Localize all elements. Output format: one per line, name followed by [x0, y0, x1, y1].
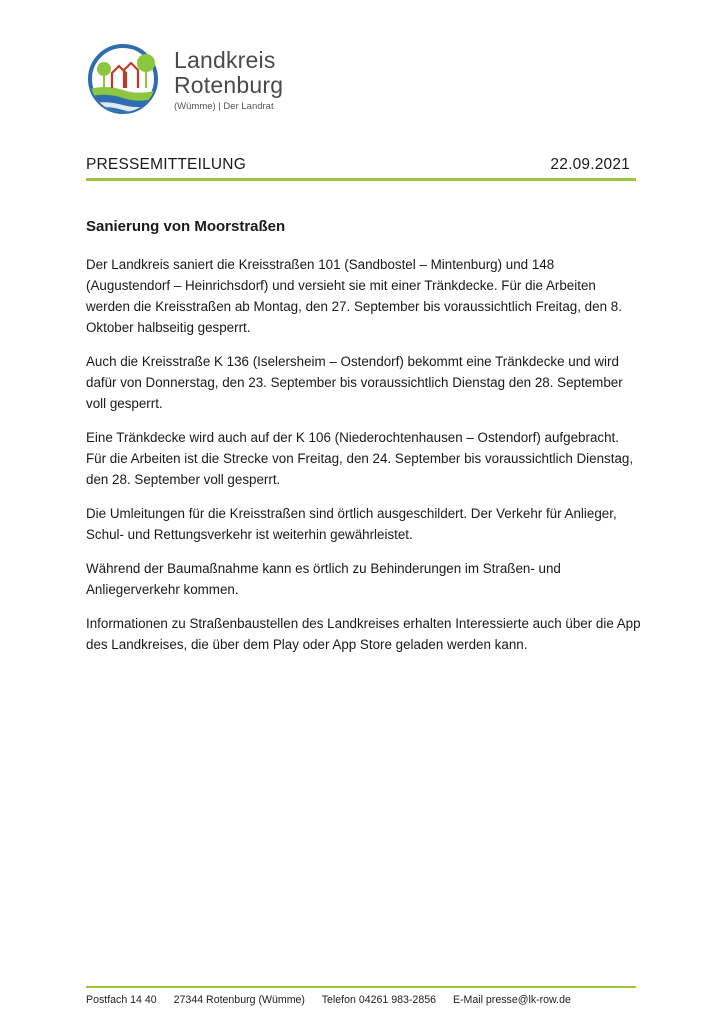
paragraph-1: Der Landkreis saniert die Kreisstraßen 101 (Sandbostel – Mintenburg) und 148 (Augustendorf – Heinrichsdorf) und versieht sie mit einer Tränkdecke. Für die Arbeiten werden die Kreisstraßen ab Montag, den 27. September bis voraussichtlich Freitag, den 8. Oktober halbseitig gesperrt. [86, 257, 622, 335]
landkreis-logo [86, 42, 316, 122]
footer-telefon: Telefon 04261 983-2856 [321, 994, 436, 1006]
logo-subline: (Wümme) | Der Landrat [174, 101, 274, 112]
footer-address: 27344 Rotenburg (Wümme) [173, 994, 305, 1006]
footer [86, 994, 585, 1006]
paragraph-5: Während der Baumaßnahme kann es örtlich zu Behinderungen im Straßen- und Anliegerverkehr kommen. [86, 561, 561, 597]
press-release-label: PRESSEMITTEILUNG [86, 156, 246, 173]
logo-emblem-icon [86, 42, 166, 122]
logo-wordmark [174, 48, 283, 112]
logo-line-2: Rotenburg [174, 72, 284, 98]
footer-postfach: Postfach 14 40 [86, 994, 157, 1006]
article-headline: Sanierung von Moorstraßen [86, 218, 286, 235]
paragraph-2: Auch die Kreisstraße K 136 (Iselersheim – Ostendorf) bekommt eine Tränkdecke und wird dafür von Donnerstag, den 23. September bis voraussichtlich Dienstag den 28. September voll gesperrt. [86, 354, 623, 411]
footer-divider [86, 986, 636, 988]
paragraph-4: Die Umleitungen für die Kreisstraßen sind örtlich ausgeschildert. Der Verkehr für Anlieger, Schul- und Rettungsverkehr ist weiterhin gewährleistet. [86, 506, 617, 542]
paragraph-6: Informationen zu Straßenbaustellen des Landkreises erhalten Interessierte auch über die App des Landkreises, die über dem Play oder App Store geladen werden kann. [86, 616, 641, 652]
press-release-date: 22.09.2021 [550, 156, 630, 173]
header-divider [86, 178, 636, 181]
paragraph-3: Eine Tränkdecke wird auch auf der K 106 (Niederochtenhausen – Ostendorf) aufgebracht. Für die Arbeiten ist die Strecke von Freitag, den 24. September bis voraussichtlich Dienstag, den 28. September voll gesperrt. [86, 430, 634, 487]
article-body [86, 254, 642, 668]
press-header [86, 156, 636, 176]
footer-email: E-Mail presse@lk-row.de [452, 994, 571, 1006]
logo-line-1: Landkreis [174, 47, 276, 73]
